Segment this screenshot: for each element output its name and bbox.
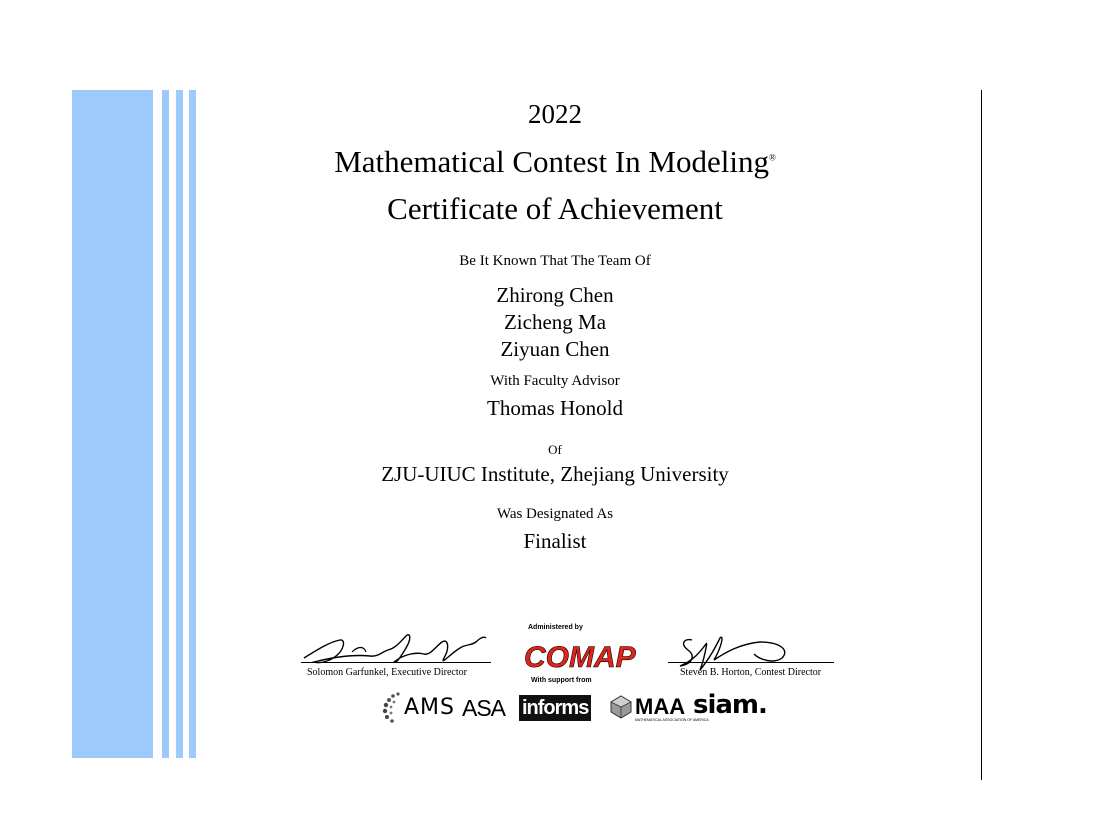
- support-label: With support from: [531, 677, 592, 684]
- of-label: Of: [548, 442, 562, 457]
- ams-dots-icon: [380, 690, 404, 724]
- advisor-name: Thomas Honold: [487, 396, 623, 420]
- signature-line-left: [301, 662, 491, 663]
- maa-logo: MAA: [635, 694, 686, 719]
- executive-director-caption: Solomon Garfunkel, Executive Director: [307, 667, 467, 678]
- contest-name: [260, 144, 850, 180]
- award-title: Finalist: [523, 529, 587, 553]
- team-member: Ziyuan Chen: [500, 337, 610, 361]
- decorative-stripe-wide: [72, 90, 153, 758]
- signature-line-right: [668, 662, 834, 663]
- team-member: Zhirong Chen: [496, 283, 614, 307]
- informs-logo: informs: [519, 695, 591, 721]
- contest-name-text: Mathematical Contest In Modeling: [334, 144, 769, 179]
- maa-subtitle: MATHEMATICAL ASSOCIATION OF AMERICA: [635, 718, 709, 722]
- certificate-year: 2022: [528, 99, 582, 129]
- advisor-label: With Faculty Advisor: [490, 373, 620, 389]
- maa-polyhedron-icon: [609, 694, 633, 720]
- registered-mark: ®: [768, 152, 776, 163]
- designation-label: Was Designated As: [496, 506, 614, 522]
- certificate-title: Certificate of Achievement: [387, 191, 723, 226]
- team-member: Zicheng Ma: [503, 310, 607, 334]
- decorative-stripe: [162, 90, 169, 758]
- comap-logo: [520, 633, 636, 677]
- left-signature: [300, 628, 500, 672]
- decorative-stripe: [176, 90, 183, 758]
- ams-logo: AMS: [404, 695, 455, 720]
- sponsor-logos: [380, 690, 780, 726]
- right-border-line: [981, 90, 982, 780]
- intro-text: Be It Known That The Team Of: [459, 253, 651, 269]
- administered-by-label: Administered by: [528, 624, 583, 631]
- siam-logo: siam.: [693, 690, 767, 720]
- contest-director-caption: Steven B. Horton, Contest Director: [680, 667, 822, 678]
- institution-name: ZJU-UIUC Institute, Zhejiang University: [381, 462, 729, 486]
- asa-logo: ASA: [462, 695, 506, 721]
- comap-logo-text: COMAP: [524, 641, 636, 674]
- decorative-stripe: [189, 90, 196, 758]
